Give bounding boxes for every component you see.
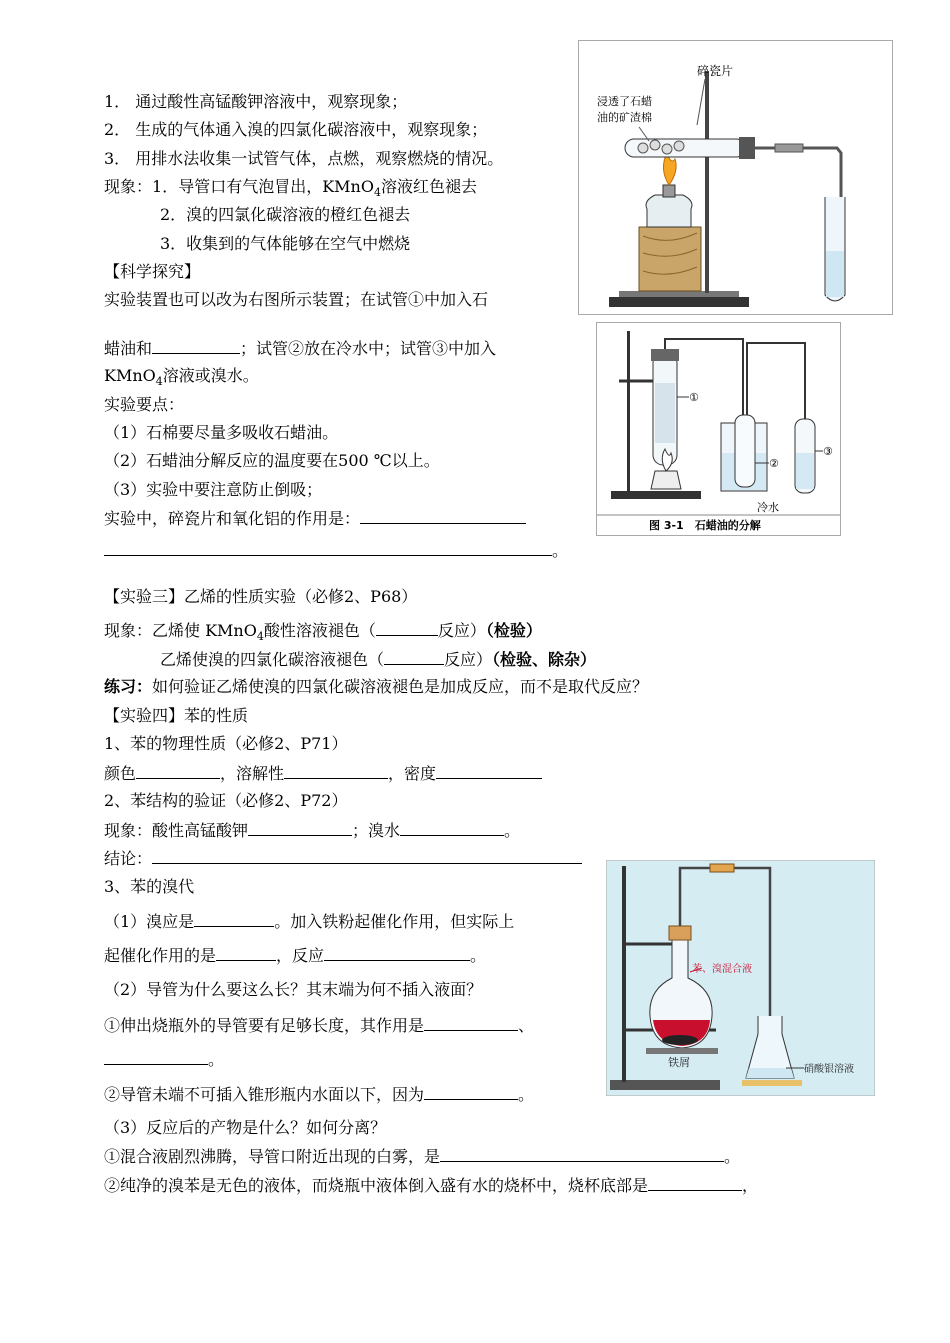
explore-heading: 【科学探究】	[104, 262, 201, 281]
catalyst-role-line-2: 。	[104, 540, 568, 561]
blank-kmno4-result[interactable]	[248, 820, 352, 836]
blank-actual-catalyst[interactable]	[216, 945, 276, 961]
bromination-q1: （1）溴应是 。加入铁粉起催化作用，但实际上	[104, 912, 515, 931]
blank-role-2[interactable]	[104, 540, 552, 556]
phenomenon-label: 现象：	[104, 177, 153, 196]
figure-benzene-bromination	[606, 860, 875, 1096]
exp3-heading: 【实验三】乙烯的性质实验（必修2、P68）	[104, 587, 418, 606]
label-cold-water: 冷水	[757, 501, 779, 514]
blank-reaction-equation[interactable]	[324, 945, 470, 961]
bromination-q2-b: ②导管未端不可插入锥形瓶内水面以下，因为 。	[104, 1085, 535, 1104]
step-1: 1． 通过酸性高锰酸钾溶液中，观察现象；	[104, 92, 408, 111]
key-point-2: （2）石蜡油分解反应的温度要在500 ℃以上。	[104, 451, 440, 470]
blank-not-insert-reason[interactable]	[424, 1084, 518, 1100]
phenomenon-1: 现象：1．导管口有气泡冒出，KMnO$_4$溶液红色褪去	[104, 177, 477, 200]
explore-line-3: KMnO$_4$溶液或溴水。	[104, 366, 259, 389]
step-3: 3． 用排水法收集一试管气体，点燃，观察燃烧的情况。	[104, 149, 504, 168]
blank-tube-purpose-1[interactable]	[424, 1015, 518, 1031]
benzene-physical-heading: 1、苯的物理性质（必修2、P71）	[104, 734, 348, 753]
label-tube-3: ③	[823, 445, 833, 458]
exp3-phenomenon-2: 乙烯使溴的四氯化碳溶液褪色（ 反应）（检验、除杂）	[160, 650, 597, 669]
catalyst-role-question: 实验中，碎瓷片和氧化铝的作用是：	[104, 508, 526, 529]
phenomenon-3: 3．收集到的气体能够在空气中燃烧	[160, 234, 411, 253]
blank-reaction-type-2[interactable]	[384, 649, 444, 665]
blank-solubility[interactable]	[284, 763, 388, 779]
blank-conclusion[interactable]	[152, 848, 582, 864]
label-broken-porcelain: 碎瓷片	[697, 64, 734, 78]
practice-question: 练习：如何验证乙烯使溴的四氯化碳溶液褪色是加成反应，而不是取代反应？	[104, 677, 649, 696]
label-tube-2: ②	[769, 457, 779, 470]
blank-color[interactable]	[136, 763, 220, 779]
blank-bromine-type[interactable]	[194, 911, 274, 927]
phenomenon-2: 2．溴的四氯化碳溶液的橙红色褪去	[160, 205, 411, 224]
bromination-q2-a-cont: 。	[104, 1049, 224, 1070]
blank-role-1[interactable]	[360, 508, 526, 524]
benzene-physical-blanks: 颜色 ，溶解性 ，密度	[104, 763, 542, 784]
blank-paraffin-mix[interactable]	[152, 338, 240, 354]
exp4-heading: 【实验四】苯的性质	[104, 706, 249, 725]
bromination-q3-a: ①混合液剧烈沸腾，导管口附近出现的白雾，是 。	[104, 1147, 741, 1166]
blank-tube-purpose-2[interactable]	[104, 1049, 208, 1065]
conclusion: 结论：	[104, 848, 582, 869]
figure-paraffin-apparatus	[578, 40, 893, 315]
explore-line-1: 实验装置也可以改为右图所示装置；在试管①中加入石	[104, 290, 489, 309]
label-iron-filings: 铁屑	[668, 1056, 690, 1069]
blank-reaction-type-1[interactable]	[376, 620, 438, 636]
figure-caption: 图 3-1 石蜡油的分解	[649, 519, 761, 532]
bromination-q2: （2）导管为什么要这么长？其末端为何不插入液面？	[104, 980, 483, 999]
key-point-3: （3）实验中要注意防止倒吸；	[104, 480, 323, 499]
bromination-heading: 3、苯的溴代	[104, 877, 195, 896]
label-wool-line-1: 浸透了石蜡	[597, 95, 652, 108]
figure-paraffin-decomposition	[596, 322, 841, 536]
label-silver-nitrate: 硝酸银溶液	[804, 1064, 854, 1075]
label-wool-line-2: 油的矿渣棉	[597, 111, 652, 124]
key-points-label: 实验要点：	[104, 395, 185, 414]
key-point-1: （1）石棉要尽量多吸收石蜡油。	[104, 423, 339, 442]
paraffin-apparatus-drawing	[579, 41, 892, 314]
bromination-q3: （3）反应后的产物是什么？如何分离？	[104, 1118, 387, 1137]
bromination-q2-a: ①伸出烧瓶外的导管要有足够长度，其作用是 、	[104, 1016, 535, 1035]
explore-line-2: 蜡油和 ；试管②放在冷水中；试管③中加入	[104, 339, 497, 358]
blank-white-fog[interactable]	[440, 1146, 724, 1162]
decomposition-drawing	[597, 323, 840, 535]
benzene-structure-phenomenon: 现象：酸性高锰酸钾 ；溴水 。	[104, 821, 521, 840]
bromination-drawing	[606, 860, 875, 1096]
label-benzene-bromine-mix: 苯、溴混合液	[692, 964, 752, 975]
label-tube-1: ①	[689, 391, 699, 404]
bromination-q1-cont: 起催化作用的是 ，反应 。	[104, 946, 487, 965]
bromination-q3-b: ②纯净的溴苯是无色的液体，而烧瓶中液体倒入盛有水的烧杯中，烧杯底部是 ，	[104, 1176, 759, 1195]
exp3-phenomenon-1: 现象：乙烯使 KMnO$_4$酸性溶液褪色（ 反应）（检验）	[104, 621, 542, 644]
step-2: 2． 生成的气体通入溴的四氯化碳溶液中，观察现象；	[104, 120, 488, 139]
blank-beaker-bottom[interactable]	[648, 1175, 742, 1191]
blank-bromine-water-result[interactable]	[400, 820, 504, 836]
benzene-structure-heading: 2、苯结构的验证（必修2、P72）	[104, 791, 348, 810]
blank-density[interactable]	[436, 763, 542, 779]
